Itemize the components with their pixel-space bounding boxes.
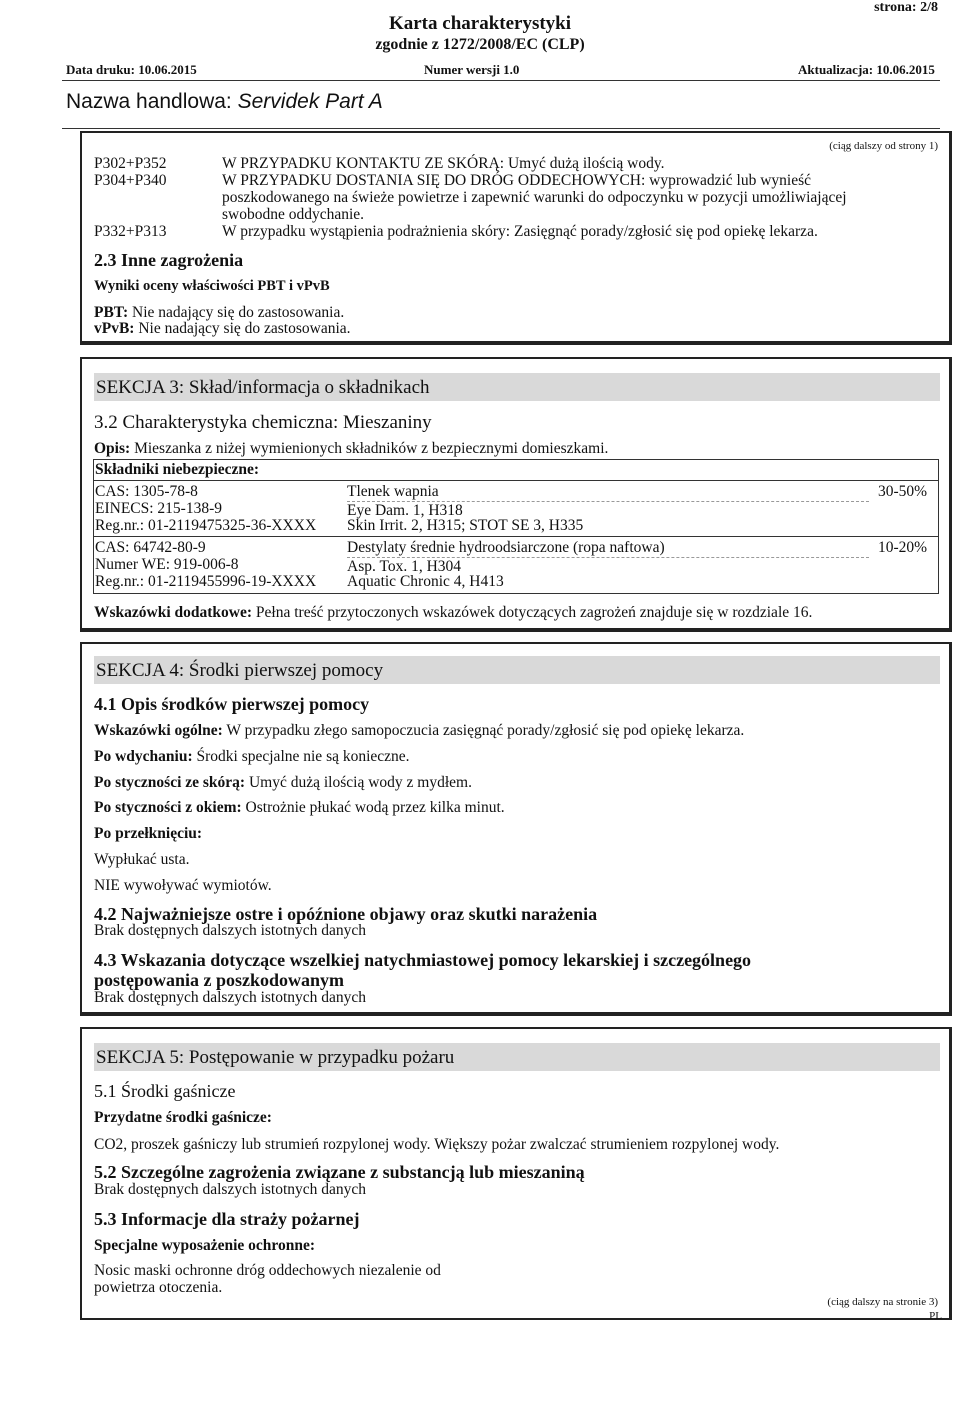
- section-4-title: SEKCJA 4: Środki pierwszej pomocy: [94, 656, 940, 684]
- notes-label: Wskazówki dodatkowe:: [94, 604, 253, 621]
- p-text-2c: swobodne oddychanie.: [222, 206, 365, 223]
- vpvb-line: [94, 320, 351, 338]
- section-3-2-title: 3.2 Charakterystyka chemiczna: Mieszaniny: [94, 412, 432, 433]
- pbt-heading: Wyniki oceny właściwości PBT i vPvB: [94, 278, 330, 294]
- trade-name-value: Servidek Part A: [237, 90, 383, 113]
- continued-to: (ciąg dalszy na stronie 3): [827, 1296, 938, 1308]
- table-header-rule: [93, 480, 939, 481]
- general-advice: [94, 722, 744, 740]
- eye-text: Ostrożnie płukać wodą przez kilka minut.: [245, 799, 505, 816]
- row1-einecs: EINECS: 215-138-9: [95, 500, 223, 517]
- skin-contact: [94, 774, 472, 792]
- section-5-title: SEKCJA 5: Postępowanie w przypadku pożaru: [94, 1043, 940, 1071]
- section-5-2-text: Brak dostępnych dalszych istotnych danych: [94, 1181, 367, 1198]
- equipment-text-1: Nosic maski ochronne dróg oddechowych niezalenie od: [94, 1262, 441, 1279]
- inhalation: [94, 748, 410, 766]
- section-4-2-text: Brak dostępnych dalszych istotnych danych: [94, 922, 367, 939]
- opis-line: [94, 440, 608, 458]
- section-4-3-title-b: postępowania z poszkodowanym: [94, 970, 345, 990]
- p-code-3: P332+P313: [94, 223, 167, 240]
- p-text-2b: poszkodowanego na świeże powietrze i zapewnić warunki do odpoczynku w pozycji umożliwiającej: [222, 189, 847, 206]
- language-code: PL: [929, 1310, 942, 1322]
- section-5-3-title: 5.3 Informacje dla straży pożarnej: [94, 1209, 360, 1229]
- notes-text: Pełna treść przytoczonych wskazówek dotyczących zagrożeń znajduje się w rozdziale 16.: [255, 604, 813, 621]
- update-date: Aktualizacja: 10.06.2015: [798, 62, 935, 77]
- section-4-2-title: 4.2 Najważniejsze ostre i opóźnione objawy oraz skutki narażenia: [94, 904, 598, 924]
- swallow-2: NIE wywoływać wymiotów.: [94, 877, 272, 894]
- opis-label: Opis:: [94, 440, 131, 457]
- eye-label: Po styczności z okiem:: [94, 799, 242, 816]
- opis-text: Mieszanka z niżej wymienionych składników z bezpiecznymi domieszkami.: [134, 440, 609, 457]
- trade-rule: [62, 128, 940, 129]
- row2-name: Destylaty średnie hydroodsiarczone (ropa naftowa): [347, 539, 869, 558]
- row1-class-1: Eye Dam. 1, H318: [347, 502, 463, 519]
- row2-class-1: Asp. Tox. 1, H304: [347, 558, 462, 575]
- inhalation-label: Po wdychaniu:: [94, 748, 193, 765]
- row1-class-2: Skin Irrit. 2, H315; STOT SE 3, H335: [347, 517, 584, 534]
- p-code-1: P302+P352: [94, 155, 167, 172]
- p-text-3: W przypadku wystąpienia podrażnienia skóry: Zasięgnąć porady/zgłosić się pod opiekę lekarza.: [222, 223, 818, 240]
- print-date: Data druku: 10.06.2015: [66, 62, 197, 77]
- general-text: W przypadku złego samopoczucia zasięgnąć porady/zgłosić się pod opiekę lekarza.: [226, 722, 745, 739]
- row2-class-2: Aquatic Chronic 4, H413: [347, 573, 504, 590]
- row2-percent: 10-20%: [878, 539, 928, 556]
- section-3-title: SEKCJA 3: Skład/informacja o składnikach: [94, 373, 940, 401]
- vpvb-label: vPvB:: [94, 320, 135, 337]
- skin-label: Po styczności ze skórą:: [94, 774, 246, 791]
- ingredients-heading: Składniki niebezpieczne:: [95, 461, 260, 478]
- equipment-text-2: powietrza otoczenia.: [94, 1279, 223, 1296]
- row1-percent: 30-50%: [878, 483, 928, 500]
- swallow-1: Wypłukać usta.: [94, 851, 190, 868]
- table-row-rule: [93, 536, 939, 537]
- eye-contact: [94, 799, 505, 817]
- section-5-1-title: 5.1 Środki gaśnicze: [94, 1081, 236, 1101]
- p-text-1: W PRZYPADKU KONTAKTU ZE SKÓRĄ: Umyć dużą ilością wody.: [222, 155, 665, 172]
- p-code-2: P304+P340: [94, 172, 167, 189]
- page-number: strona: 2/8: [874, 0, 938, 15]
- suitable-media-text: CO2, proszek gaśniczy lub strumień rozpylonej wody. Większy pożar zwalczać strumieniem rozpylonej wody.: [94, 1136, 780, 1153]
- general-label: Wskazówki ogólne:: [94, 722, 223, 739]
- equipment-label: Specjalne wyposażenie ochronne:: [94, 1237, 316, 1254]
- row2-reg: Reg.nr.: 01-2119455996-19-XXXX: [95, 573, 317, 590]
- document-subtitle: zgodnie z 1272/2008/EC (CLP): [375, 36, 585, 53]
- continued-from: (ciąg dalszy od strony 1): [829, 140, 938, 152]
- row1-cas: CAS: 1305-78-8: [95, 483, 198, 500]
- document-title: Karta charakterystyki: [388, 13, 572, 34]
- skin-text: Umyć dużą ilością wody z mydłem.: [248, 774, 472, 791]
- vpvb-text: Nie nadający się do zastosowania.: [138, 320, 351, 337]
- swallow-label: Po przełknięciu:: [94, 825, 203, 842]
- row2-cas: CAS: 64742-80-9: [95, 539, 206, 556]
- inhalation-text: Środki specjalne nie są konieczne.: [196, 748, 410, 765]
- trade-name-label: Nazwa handlowa:: [66, 90, 232, 113]
- section-2-3-title: 2.3 Inne zagrożenia: [94, 250, 244, 270]
- row1-reg: Reg.nr.: 01-2119475325-36-XXXX: [95, 517, 317, 534]
- section-4-1-title: 4.1 Opis środków pierwszej pomocy: [94, 694, 370, 714]
- suitable-media-label: Przydatne środki gaśnicze:: [94, 1109, 272, 1126]
- trade-name: [66, 90, 383, 114]
- section-4-3-title-a: 4.3 Wskazania dotyczące wszelkiej natychmiastowej pomocy lekarskiej i szczególnego: [94, 950, 752, 970]
- pbt-label: PBT:: [94, 304, 129, 321]
- section-5-2-title: 5.2 Szczególne zagrożenia związane z substancją lub mieszaniną: [94, 1162, 585, 1182]
- additional-notes: [94, 604, 812, 622]
- row1-name: Tlenek wapnia: [347, 483, 869, 502]
- row2-we: Numer WE: 919-006-8: [95, 556, 239, 573]
- p-text-2a: W PRZYPADKU DOSTANIA SIĘ DO DRÓG ODDECHOWYCH: wyprowadzić lub wynieść: [222, 172, 812, 189]
- version-number: Numer wersji 1.0: [424, 62, 520, 77]
- header-rule: [62, 80, 940, 81]
- section-4-3-text: Brak dostępnych dalszych istotnych danych: [94, 989, 367, 1006]
- pbt-text: Nie nadający się do zastosowania.: [132, 304, 345, 321]
